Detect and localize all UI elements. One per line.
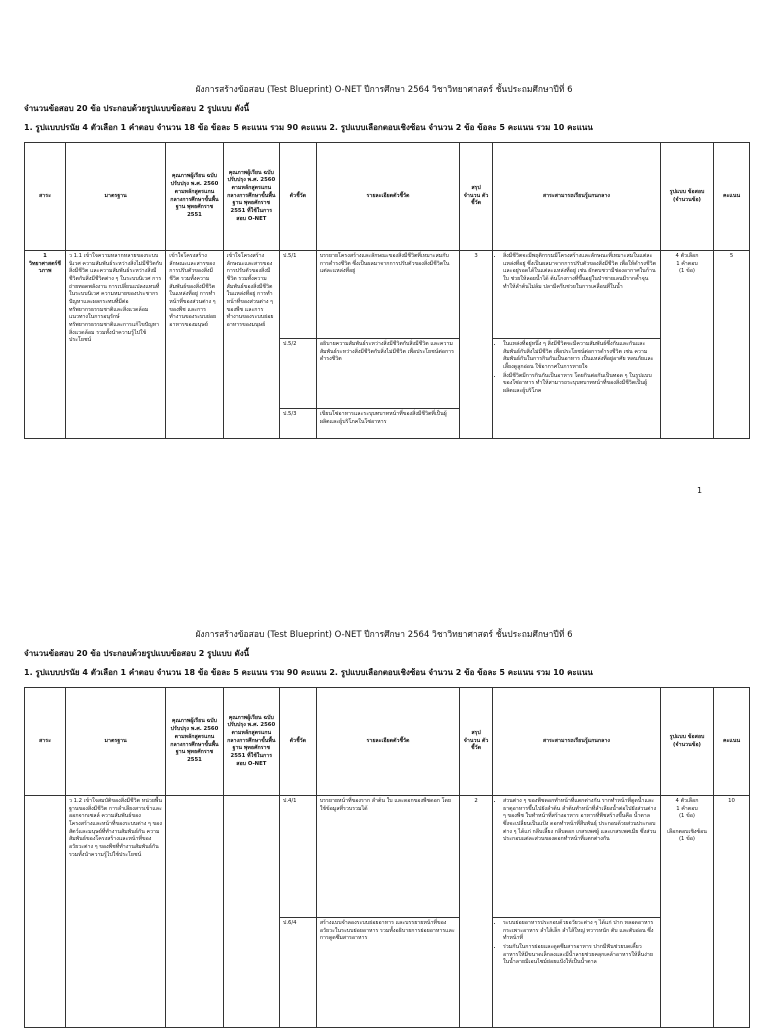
matrathan-cell: ว 1.2 เข้าใจสมบัติของสิ่งมีชีวิต หน่วยพื้นฐานของสิ่งมีชีวิต การลำเลียงสารเข้าและออกจากเซลล์ ความสัมพันธ์ของโครงสร้างและหน้าที่ของระบบต่าง ๆ ของสัตว์และมนุษย์ที่ทำงานสัมพันธ์กัน ความสัมพันธ์ของโครงสร้างและหน้าที่ของอวัยวะต่าง ๆ ของพืชที่ทำงานสัมพันธ์กัน รวมทั้งนำความรู้ไปใช้ประโยชน์	[65, 796, 165, 1028]
col-content: สาระสามารถเรียนรู้แกนกลาง	[492, 688, 660, 796]
indicator-detail: สร้างแบบจำลองระบบย่อยอาหาร และบรรยายหน้าที่ของอวัยวะในระบบย่อยอาหาร รวมทั้งอธิบายการย่อยอาหารและการดูดซึมสารอาหาร	[316, 918, 459, 1028]
content-bullet: • ส่วนต่าง ๆ ของพืชดอกทำหน้าที่แตกต่างกัน รากทำหน้าที่ดูดน้ำและธาตุอาหารขึ้นไปยังลำต้น ลำต้นทำหน้าที่ลำเลียงน้ำต่อไปยังส่วนต่าง ๆ ของพืช ใบทำหน้าที่สร้างอาหาร อาหารที่พืชสร้างขึ้นคือ น้ำตาล ซึ่งจะเปลี่ยนเป็นแป้ง ดอกทำหน้าที่สืบพันธุ์ ประกอบด้วยส่วนประกอบต่าง ๆ ได้แก่ กลีบเลี้ยง กลีบดอก เกสรเพศผู้ และเกสรเพศเมีย ซึ่งส่วนประกอบแต่ละส่วนของดอกทำหน้าที่แตกต่างกัน	[503, 798, 657, 844]
col-quality-2560-onet: คุณภาพผู้เรียน ฉบับปรับปรุง พ.ศ. 2560 ตามหลักสูตรแกนกลางการศึกษาขั้นพื้นฐาน พุทธศักราช 2551 ที่ใช้ในการสอบ O-NET	[223, 143, 279, 251]
content-bullet: • ระบบย่อยอาหารประกอบด้วยอวัยวะต่าง ๆ ได้แก่ ปาก หลอดอาหาร กระเพาะอาหาร ลำไส้เล็ก ลำไส้ใหญ่ ทวารหนัก ตับ และตับอ่อน ซึ่งทำหน้าที่	[503, 920, 657, 943]
format-cell: 4 ตัวเลือก 1 คำตอบ (1 ข้อ)	[660, 251, 713, 439]
col-format: รูปแบบ ข้อสอบ (จำนวนข้อ)	[660, 143, 713, 251]
table-row	[25, 251, 750, 339]
col-quality-2560-onet: คุณภาพผู้เรียน ฉบับปรับปรุง พ.ศ. 2560 ตามหลักสูตรแกนกลางการศึกษาขั้นพื้นฐาน พุทธศักราช 2551 ที่ใช้ในการสอบ O-NET	[223, 688, 279, 796]
quality-2560-cell: เข้าใจโครงสร้าง ลักษณะและสารของการปรับตัวของสิ่งมีชีวิต รวมทั้งความสัมพันธ์ของสิ่งมีชีวิตในแหล่งที่อยู่ การทำหน้าที่ของส่วนต่าง ๆ ของพืช และการทำงานของระบบย่อยอาหารของมนุษย์	[166, 251, 223, 439]
exam-summary-line: จำนวนข้อสอบ 20 ข้อ ประกอบด้วยรูปแบบข้อสอบ 2 รูปแบบ ดังนี้	[24, 649, 250, 658]
col-matrathan: มาตรฐาน	[65, 143, 165, 251]
page-title: ผังการสร้างข้อสอบ (Test Blueprint) O-NET ปีการศึกษา 2564 วิชาวิทยาศาสตร์ ชั้นประถมศึกษาปีที่ 6	[195, 85, 573, 95]
content-bullet: • ร่วมกันในการย่อยและดูดซึมสารอาหาร ปากมีฟันช่วยบดเคี้ยวอาหารให้มีขนาดเล็กลงและมีน้ำลายช่วยคลุกเคล้าอาหารให้ลื่นง่ายในน้ำลายมีเอนไซม์ย่อยแป้งให้เป็นน้ำตาล	[503, 944, 657, 967]
score-cell: 10	[714, 796, 750, 1028]
col-summary: สรุป จำนวน ตัวชี้วัด	[460, 688, 493, 796]
content-cell	[492, 918, 660, 1028]
indicator-detail: บรรยายหน้าที่ของราก ลำต้น ใบ และดอกของพืชดอก โดยใช้ข้อมูลที่รวบรวมได้	[316, 796, 459, 918]
indicator-detail: อธิบายความสัมพันธ์ระหว่างสิ่งมีชีวิตกับสิ่งมีชีวิต และความสัมพันธ์ระหว่างสิ่งมีชีวิตกับสิ่งไม่มีชีวิต เพื่อประโยชน์ต่อการดำรงชีวิต	[316, 339, 459, 409]
sara-cell: 1 วิทยาศาสตร์ชีวภาพ	[25, 251, 66, 439]
sara-cell	[25, 796, 66, 1028]
exam-format-line: 1. รูปแบบปรนัย 4 ตัวเลือก 1 คำตอบ จำนวน 18 ข้อ ข้อละ 5 คะแนน รวม 90 คะแนน 2. รูปแบบเลือกตอบเชิงซ้อน จำนวน 2 ข้อ ข้อละ 5 คะแนน รวม 10 คะแนน	[24, 123, 593, 132]
page-title: ผังการสร้างข้อสอบ (Test Blueprint) O-NET ปีการศึกษา 2564 วิชาวิทยาศาสตร์ ชั้นประถมศึกษาปีที่ 6	[195, 630, 573, 640]
content-bullet: • สิ่งมีชีวิตมีการกินกันเป็นอาหาร โดยกินต่อกันเป็นทอด ๆ ในรูปแบบของโซ่อาหาร ทำให้สามารถระบุบทบาทหน้าที่ของสิ่งมีชีวิตเป็นผู้ผลิตและผู้บริโภค	[503, 373, 657, 396]
indicator-code: ป.5/1	[279, 251, 316, 339]
indicator-code: ป.4/1	[279, 796, 316, 918]
col-sara: สาระ	[25, 143, 66, 251]
indicator-detail: บรรยายโครงสร้างและลักษณะของสิ่งมีชีวิตที่เหมาะสมกับการดำรงชีวิต ซึ่งเป็นผลมาจากการปรับตัวของสิ่งมีชีวิตในแต่ละแหล่งที่อยู่	[316, 251, 459, 339]
content-cell	[492, 251, 660, 339]
col-summary: สรุป จำนวน ตัวชี้วัด	[460, 143, 493, 251]
exam-format-line: 1. รูปแบบปรนัย 4 ตัวเลือก 1 คำตอบ จำนวน 18 ข้อ ข้อละ 5 คะแนน รวม 90 คะแนน 2. รูปแบบเลือกตอบเชิงซ้อน จำนวน 2 ข้อ ข้อละ 5 คะแนน รวม 10 คะแนน	[24, 668, 593, 677]
content-bullet: • ในแหล่งที่อยู่หนึ่ง ๆ สิ่งมีชีวิตจะมีความสัมพันธ์ซึ่งกันและกันและสัมพันธ์กับสิ่งไม่มีชีวิต เพื่อประโยชน์ต่อการดำรงชีวิต เช่น ความสัมพันธ์กันในการกินกันเป็นอาหาร เป็นแหล่งที่อยู่อาศัย หลบภัยและเลี้ยงดูลูกอ่อน ใช้อากาศในการหายใจ	[503, 341, 657, 372]
col-detail: รายละเอียดตัวชี้วัด	[316, 688, 459, 796]
page-number: 1	[697, 486, 703, 495]
indicator-detail: เขียนโซ่อาหารและระบุบทบาทหน้าที่ของสิ่งมีชีวิตที่เป็นผู้ผลิตและผู้บริโภคในโซ่อาหาร	[316, 409, 459, 439]
indicator-code: ป.5/3	[279, 409, 316, 439]
content-cell	[492, 339, 660, 439]
quality-2560-onet-cell	[223, 796, 279, 1028]
col-sara: สาระ	[25, 688, 66, 796]
col-indicator: ตัวชี้วัด	[279, 688, 316, 796]
col-matrathan: มาตรฐาน	[65, 688, 165, 796]
col-content: สาระสามารถเรียนรู้แกนกลาง	[492, 143, 660, 251]
blueprint-table	[24, 142, 750, 439]
table-row	[25, 796, 750, 918]
score-cell: 5	[714, 251, 750, 439]
exam-summary-line: จำนวนข้อสอบ 20 ข้อ ประกอบด้วยรูปแบบข้อสอบ 2 รูปแบบ ดังนี้	[24, 104, 250, 113]
table-header-row	[25, 143, 750, 251]
col-quality-2560: คุณภาพผู้เรียน ฉบับปรับปรุง พ.ศ. 2560 ตามหลักสูตรแกนกลางการศึกษาขั้นพื้นฐาน พุทธศักราช 2551	[166, 688, 223, 796]
matrathan-cell: ว 1.1 เข้าใจความหลากหลายของระบบนิเวศ ความสัมพันธ์ระหว่างสิ่งไม่มีชีวิตกับสิ่งมีชีวิต และความสัมพันธ์ระหว่างสิ่งมีชีวิตกับสิ่งมีชีวิตต่าง ๆ ในระบบนิเวศ การถ่ายทอดพลังงาน การเปลี่ยนแปลงแทนที่ในระบบนิเวศ ความหมายของประชากร ปัญหาและผลกระทบที่มีต่อทรัพยากรธรรมชาติและสิ่งแวดล้อม แนวทางในการอนุรักษ์ทรัพยากรธรรมชาติและการแก้ไขปัญหาสิ่งแวดล้อม รวมทั้งนำความรู้ไปใช้ประโยชน์	[65, 251, 165, 439]
indicator-code: ป.6/4	[279, 918, 316, 1028]
content-cell	[492, 796, 660, 918]
summary-cell: 2	[460, 796, 493, 1028]
col-score: คะแนน	[714, 688, 750, 796]
col-quality-2560: คุณภาพผู้เรียน ฉบับปรับปรุง พ.ศ. 2560 ตามหลักสูตรแกนกลางการศึกษาขั้นพื้นฐาน พุทธศักราช 2551	[166, 143, 223, 251]
blueprint-table	[24, 687, 750, 1028]
format-cell: 4 ตัวเลือก 1 คำตอบ (1 ข้อ) เลือกตอบเชิงซ้อน (1 ข้อ)	[660, 796, 713, 1028]
col-indicator: ตัวชี้วัด	[279, 143, 316, 251]
indicator-code: ป.5/2	[279, 339, 316, 409]
summary-cell: 3	[460, 251, 493, 439]
quality-2560-cell	[166, 796, 223, 1028]
col-score: คะแนน	[714, 143, 750, 251]
col-format: รูปแบบ ข้อสอบ (จำนวนข้อ)	[660, 688, 713, 796]
table-header-row	[25, 688, 750, 796]
quality-2560-onet-cell: เข้าใจโครงสร้าง ลักษณะและสารของการปรับตัวของสิ่งมีชีวิต รวมทั้งความสัมพันธ์ของสิ่งมีชีวิตในแหล่งที่อยู่ การทำหน้าที่ของส่วนต่าง ๆ ของพืช และการทำงานของระบบย่อยอาหารของมนุษย์	[223, 251, 279, 439]
col-detail: รายละเอียดตัวชี้วัด	[316, 143, 459, 251]
content-bullet: • สิ่งมีชีวิตจะมีพฤติกรรมมีโครงสร้างและลักษณะที่เหมาะสมในแต่ละแหล่งที่อยู่ ซึ่งเป็นผลมาจากการปรับตัวของสิ่งมีชีวิต เพื่อให้ดำรงชีวิตและอยู่รอดได้ในแต่ละแหล่งที่อยู่ เช่น ผักตบชวามีช่องอากาศในก้านใบ ช่วยให้ลอยน้ำได้ ต้นโกงกางที่ขึ้นอยู่ในป่าชายเลนมีรากค้ำจุนทำให้ลำต้นไม่ล้ม ปลามีครีบช่วยในการเคลื่อนที่ในน้ำ	[503, 253, 657, 291]
